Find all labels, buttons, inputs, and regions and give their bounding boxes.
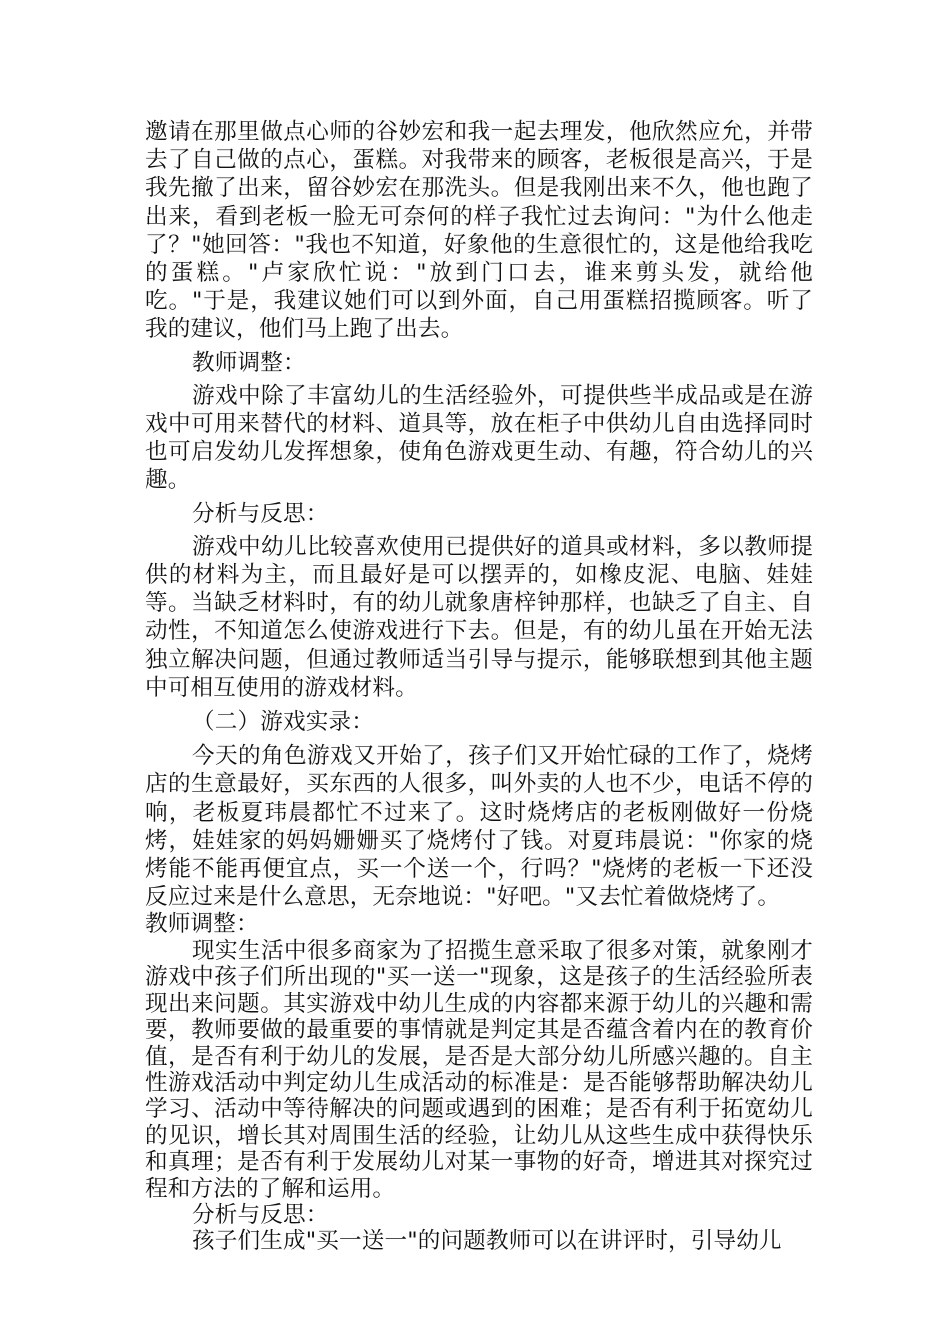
heading-teacher-adjustment-1: 教师调整： bbox=[192, 349, 306, 376]
paragraph-teacher-adjustment-1: 游戏中除了丰富幼儿的生活经验外，可提供些半成品或是在游戏中可用来替代的材料、道具等，放在柜子中供幼儿自由选择同时也可启发幼儿发挥想象，使角色游戏更生动、有趣，符合幼儿的兴趣。 bbox=[145, 382, 813, 494]
paragraph-analysis-2: 孩子们生成"买一送一"的问题教师可以在讲评时，引导幼儿 bbox=[192, 1228, 782, 1255]
heading-game-record-2: （二）游戏实录： bbox=[192, 709, 374, 736]
heading-analysis-1: 分析与反思： bbox=[192, 500, 329, 527]
heading-teacher-adjustment-2: 教师调整： bbox=[145, 911, 259, 938]
paragraph-game-record-2: 今天的角色游戏又开始了，孩子们又开始忙碌的工作了，烧烤店的生意最好，买东西的人很多，叫外卖的人也不少，电话不停的响，老板夏玮晨都忙不过来了。这时烧烤店的老板刚做好一份烧烤，娃娃家的妈妈姗姗买了烧烤付了钱。对夏玮晨说："你家的烧烤能不能再便宜点，买一个送一个，行吗？"烧烤的老板一下还没反应过来是什么意思，无奈地说："好吧。"又去忙着做烧烤了。 bbox=[145, 743, 813, 911]
paragraph-haircut-story: 邀请在那里做点心师的谷妙宏和我一起去理发，他欣然应允，并带去了自己做的点心，蛋糕。对我带来的顾客，老板很是高兴，于是我先撤了出来，留谷妙宏在那洗头。但是我刚出来不久，他也跑了出来，看到老板一脸无可奈何的样子我忙过去询问："为什么他走了？"她回答："我也不知道，好象他的生意很忙的，这是他给我吃的蛋糕。"卢家欣忙说："放到门口去，谁来剪头发，就给他吃。"于是，我建议她们可以到外面，自己用蛋糕招揽顾客。听了我的建议，他们马上跑了出去。 bbox=[145, 119, 813, 343]
paragraph-analysis-1: 游戏中幼儿比较喜欢使用已提供好的道具或材料，多以教师提供的材料为主，而且最好是可以摆弄的，如橡皮泥、电脑、娃娃等。当缺乏材料时，有的幼儿就象唐梓钟那样，也缺乏了自主、自动性，不知道怎么使游戏进行下去。但是，有的幼儿虽在开始无法独立解决问题，但通过教师适当引导与提示，能够联想到其他主题中可相互使用的游戏材料。 bbox=[145, 533, 813, 701]
document-page bbox=[145, 118, 813, 1255]
heading-analysis-2: 分析与反思： bbox=[192, 1201, 329, 1228]
paragraph-teacher-adjustment-2: 现实生活中很多商家为了招揽生意采取了很多对策，就象刚才游戏中孩子们所出现的"买一送一"现象，这是孩子的生活经验所表现出来问题。其实游戏中幼儿生成的内容都来源于幼儿的兴趣和需要，教师要做的最重要的事情就是判定其是否蕴含着内在的教育价值，是否有利于幼儿的发展，是否是大部分幼儿所感兴趣的。自主性游戏活动中判定幼儿生成活动的标准是：是否能够帮助解决幼儿学习、活动中等待解决的问题或遇到的困难；是否有利于拓宽幼儿的见识，增长其对周围生活的经验，让幼儿从这些生成中获得快乐和真理；是否有利于发展幼儿对某一事物的好奇，增进其对探究过程和方法的了解和运用。 bbox=[145, 937, 813, 1202]
